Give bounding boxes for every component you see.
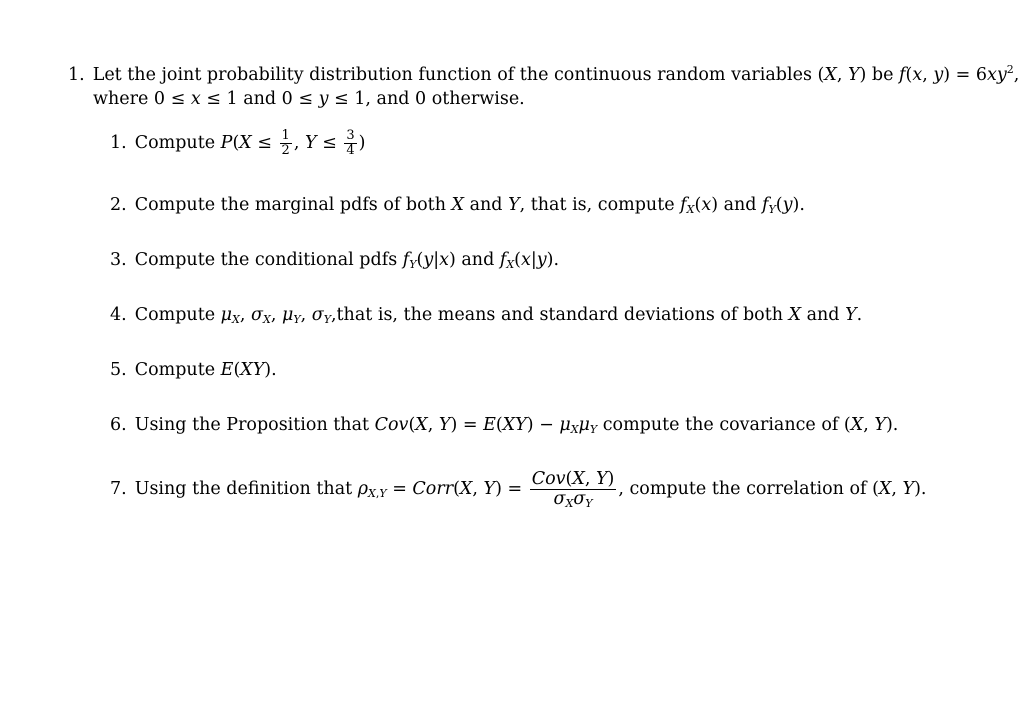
subquestion-3-number: 3. (110, 250, 127, 270)
subquestion-7-number: 7. (110, 479, 127, 499)
fraction-one-half: $\frac{1}{2}$ (281, 127, 290, 158)
problem-intro-line2: where 0 ≤ x ≤ 1 and 0 ≤ y ≤ 1, and 0 otherwise. (93, 89, 525, 109)
subquestion-5-number: 5. (110, 360, 127, 380)
subquestion-2: 2. Compute the marginal pdfs of both X and Y, that is, compute $f_X(x)$ and $f_Y(y)$. (110, 195, 805, 216)
subquestion-5: 5. Compute E(XY). (110, 360, 277, 380)
subquestion-6-number: 6. (110, 415, 127, 435)
subquestion-6: 6. Using the Proposition that Cov(X, $Y) = E(XY) - \mu_X\mu_Y$ compute the covariance of (X, Y). (110, 415, 899, 436)
subquestion-2-number: 2. (110, 195, 127, 215)
subquestion-4-number: 4. (110, 305, 127, 325)
subquestion-3: 3. Compute the conditional pdfs $f_Y(y|x)$ and $f_X(x|y)$. (110, 250, 560, 271)
problem-number: 1. (68, 65, 85, 85)
fraction-cov-over-sigmas: $\frac{\text{Cov(X, Y)}}{\sigma_X\sigma_Y}$ (531, 468, 615, 510)
subquestion-1-number: 1. (110, 133, 127, 153)
fraction-three-quarters: $\frac{3}{4}$ (346, 127, 355, 158)
problem-intro-line1: 1. Let the joint probability distribution function of the continuous random variables (X, Y) be f(x, $y) = 6xy^2$, (68, 63, 1020, 85)
subquestion-4: 4. Compute $\mu_X$, $\sigma_X$, $\mu_Y$, $\sigma_Y,that$ is, the means and standard deviations of both X and Y. (110, 305, 863, 326)
subquestion-1: 1. Compute P(X ≤ $\frac{1}{2}$ , Y ≤ $\frac{3}{4}$ ) (110, 127, 366, 158)
subquestion-7: 7. Using the definition that $\rho_{X,Y}$ = Corr(X, Y) = $\frac{\text{Cov(X, Y)}}{\sigma_X\sigma_Y}$ , compute the correlation of (X, Y). (110, 468, 927, 510)
